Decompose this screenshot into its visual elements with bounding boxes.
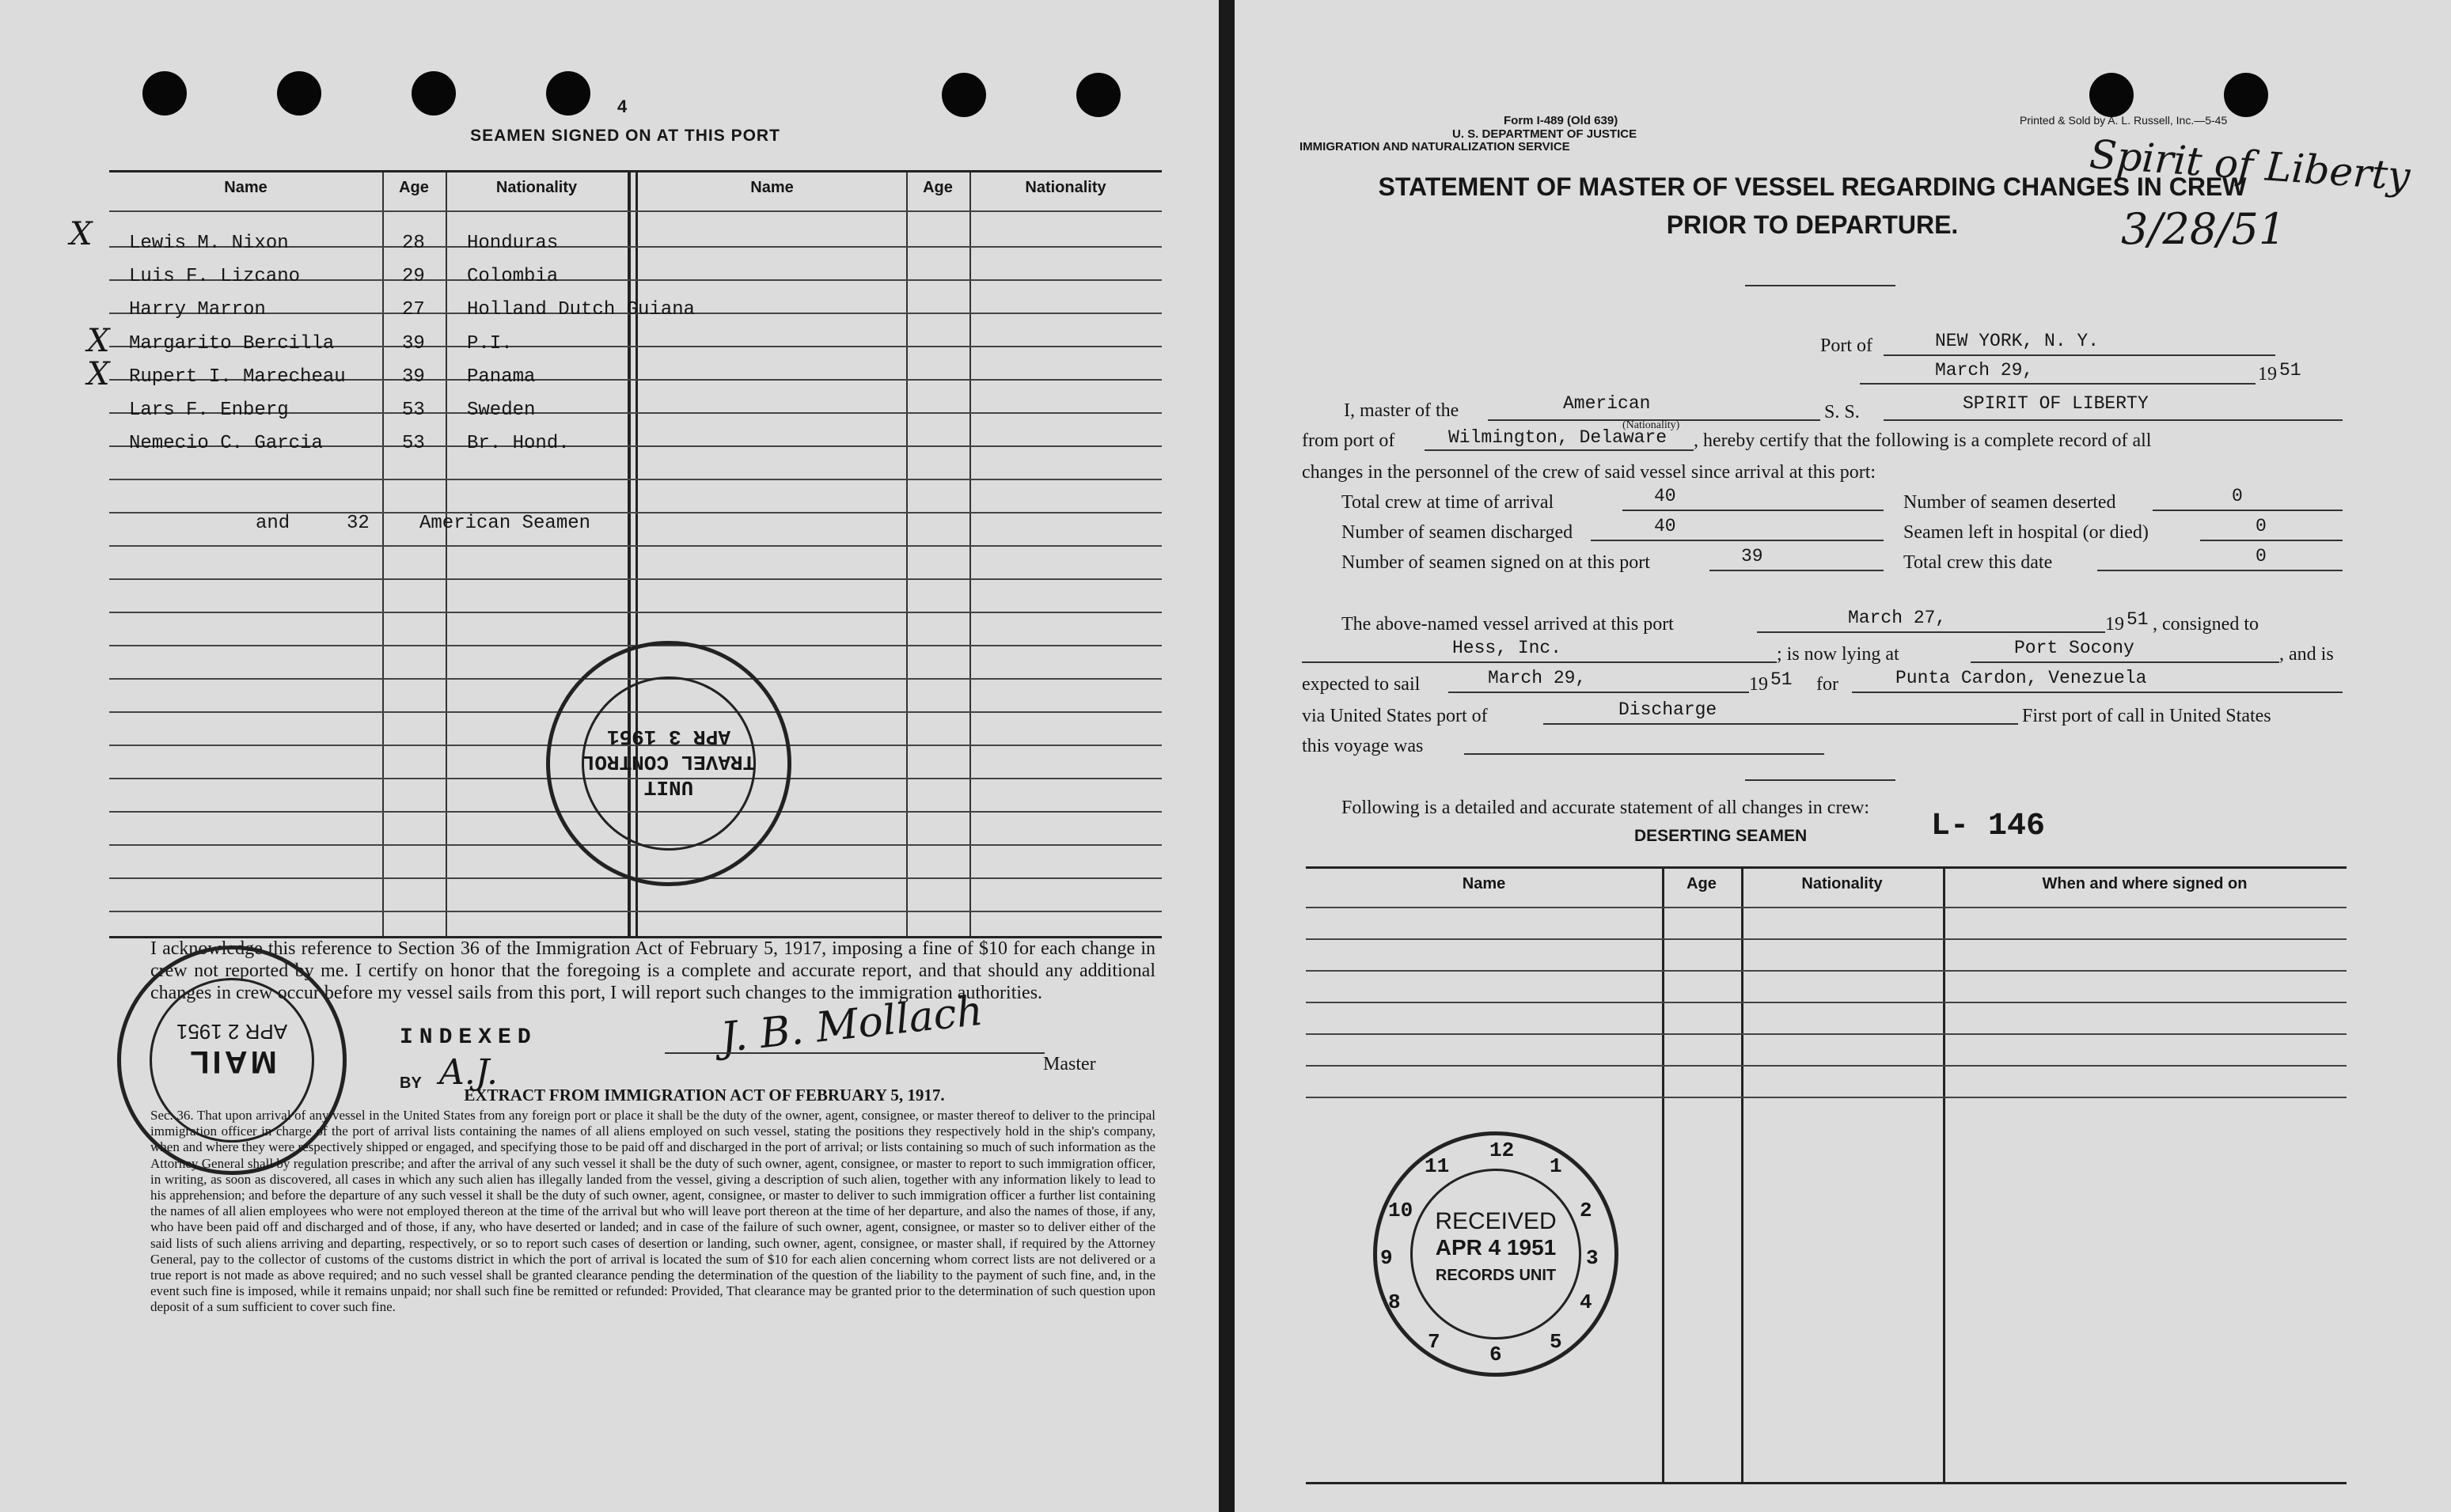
form-title-line1: STATEMENT OF MASTER OF VESSEL REGARDING CHANGES IN CREW <box>1378 172 2247 201</box>
header-rule <box>1306 907 2347 908</box>
section-title: SEAMEN SIGNED ON AT THIS PORT <box>470 127 780 145</box>
field-line <box>1757 631 2105 633</box>
stamp-line: RECEIVED <box>1435 1208 1557 1234</box>
hospital-label: Seamen left in hospital (or died) <box>1903 522 2149 543</box>
row-rule <box>1306 938 2347 940</box>
crew-age: 53 <box>402 433 425 454</box>
crew-name: Luis F. Lizcano <box>129 266 301 287</box>
field-line <box>1884 354 2275 356</box>
crew-nationality: Honduras <box>467 233 559 254</box>
arrived-label: The above-named vessel arrived at this port <box>1341 614 1674 635</box>
this-voyage-label: this voyage was <box>1302 736 1424 756</box>
stamp-line: TRAVEL CONTROL <box>582 750 756 774</box>
field-line <box>1971 661 2279 663</box>
column-divider <box>969 172 971 936</box>
col-name-2: Name <box>750 179 794 196</box>
field-line <box>1543 723 2018 725</box>
stamp-dial-number: 1 <box>1550 1154 1562 1178</box>
deserted-value: 0 <box>2232 486 2243 506</box>
crew-name: Lewis M. Nixon <box>129 233 289 254</box>
col-nationality: Nationality <box>1801 875 1883 892</box>
crew-nationality: Sweden <box>467 400 536 421</box>
sail-date: March 29, <box>1488 668 1587 688</box>
service: IMMIGRATION AND NATURALIZATION SERVICE <box>1299 140 1570 153</box>
arrived-year-prefix: 19 <box>2105 614 2124 635</box>
field-line <box>2097 570 2343 571</box>
col-age-2: Age <box>923 179 953 196</box>
statement-date: March 29, <box>1935 360 2034 381</box>
vessel-name: SPIRIT OF LIBERTY <box>1963 393 2149 414</box>
master-of-label: I, master of the <box>1344 400 1459 421</box>
from-port-label: from port of <box>1302 430 1395 451</box>
col-signed-on: When and where signed on <box>2042 875 2248 892</box>
column-divider <box>1943 869 1945 1482</box>
signature-line <box>665 1052 1045 1054</box>
stamp-line: MAIL <box>187 1044 277 1079</box>
stamp-dial-number: 5 <box>1550 1330 1562 1354</box>
total-crew-arrival-value: 40 <box>1654 486 1676 506</box>
handwritten-date: 3/28/51 <box>2121 204 2286 254</box>
and-is-label: , and is <box>2279 644 2334 665</box>
punch-hole <box>2224 73 2268 117</box>
stamp-dial-number: 10 <box>1388 1199 1413 1222</box>
stamp-dial-number: 8 <box>1388 1290 1401 1314</box>
field-line <box>1448 692 1749 693</box>
master-signature: J. B. Mollach <box>718 987 985 1063</box>
indexed-initials: A.J. <box>439 1052 498 1093</box>
stamp-dial-number: 9 <box>1380 1246 1393 1270</box>
following-label: Following is a detailed and accurate statement of all changes in crew: <box>1341 798 1870 818</box>
for-label: for <box>1816 674 1838 695</box>
field-line <box>1622 510 1884 511</box>
stamp-text <box>1409 1208 1583 1285</box>
expected-label: expected to sail <box>1302 674 1421 695</box>
row-rule <box>1306 1097 2347 1098</box>
stamp-line: UNIT <box>643 775 694 799</box>
master-label: Master <box>1043 1054 1096 1074</box>
by-label: BY <box>400 1074 422 1092</box>
signed-on-label: Number of seamen signed on at this port <box>1341 552 1650 573</box>
column-divider <box>1662 869 1664 1482</box>
crew-name: Nemecio C. Garcia <box>129 433 323 454</box>
port-of-value: NEW YORK, N. Y. <box>1935 331 2100 351</box>
check-mark: X <box>87 356 110 392</box>
col-nationality: Nationality <box>495 179 578 196</box>
punch-hole <box>277 71 321 116</box>
summary-text: American Seamen <box>419 513 591 534</box>
col-name: Name <box>1462 875 1506 892</box>
via-label: via United States port of <box>1302 706 1488 726</box>
stamp-date: APR 4 1951 <box>1435 1235 1557 1260</box>
certify-text-2: changes in the personnel of the crew of said vessel since arrival at this port: <box>1302 462 1876 483</box>
indexed-label: INDEXED <box>400 1025 537 1050</box>
crew-age: 39 <box>402 333 425 354</box>
crew-nationality: P.I. <box>467 333 513 354</box>
crew-age: 53 <box>402 400 425 421</box>
summary-count: 32 <box>347 513 370 534</box>
crew-nationality: Br. Hond. <box>467 433 570 454</box>
stamp-date: APR 3 1951 <box>606 725 731 748</box>
acknowledgement-text: I acknowledge this reference to Section 36 of the Immigration Act of February 5, 1917, imposing a fine of $10 for each change in crew not reported by me. I certify on honor that the foregoing is a complete and accurate report, and that should any additional changes in crew occur before my vessel sails from this port, I will report such changes to the immigration authorities. <box>150 938 1155 1003</box>
header-rule <box>109 210 1162 212</box>
extract-title: EXTRACT FROM IMMIGRATION ACT OF FEBRUARY 5, 1917. <box>464 1086 945 1105</box>
page-number: 4 <box>617 97 628 116</box>
column-divider <box>446 172 447 936</box>
col-nationality-2: Nationality <box>1025 179 1106 196</box>
crew-nationality: Panama <box>467 366 536 388</box>
crew-name: Rupert I. Marecheau <box>129 366 346 388</box>
punch-hole <box>942 73 986 117</box>
crew-nationality: Colombia <box>467 266 559 287</box>
received-stamp <box>1373 1131 1618 1377</box>
discharged-label: Number of seamen discharged <box>1341 522 1573 543</box>
check-mark: X <box>70 216 93 252</box>
crew-name: Lars F. Enberg <box>129 400 289 421</box>
row-rule <box>1306 970 2347 972</box>
col-name: Name <box>224 179 267 196</box>
field-line <box>1425 449 1694 451</box>
left-page <box>0 0 1219 1512</box>
hospital-value: 0 <box>2256 516 2267 536</box>
stamp-dial-number: 3 <box>1586 1246 1599 1270</box>
row-rule <box>109 479 1162 480</box>
field-line <box>1591 540 1884 541</box>
total-crew-date-value: 0 <box>2256 546 2267 567</box>
stamp-dial-number: 12 <box>1489 1139 1515 1162</box>
field-line <box>1709 570 1884 571</box>
nationality-caption: (Nationality) <box>1622 419 1680 431</box>
certify-text: , hereby certify that the following is a complete record of all <box>1694 430 2152 451</box>
consigned-label: , consigned to <box>2153 614 2259 635</box>
department: U. S. DEPARTMENT OF JUSTICE <box>1452 127 1637 141</box>
sail-year-prefix: 19 <box>1749 674 1768 695</box>
file-number: L- 146 <box>1931 809 2046 844</box>
title-rule <box>1745 285 1895 286</box>
destination-value: Punta Cardon, Venezuela <box>1895 668 2147 688</box>
punch-hole <box>2089 73 2134 117</box>
summary-word: and <box>256 513 290 534</box>
field-line <box>1852 692 2343 693</box>
row-rule <box>109 911 1162 912</box>
lying-at-value: Port Socony <box>2014 638 2134 658</box>
crew-age: 29 <box>402 266 425 287</box>
signed-on-value: 39 <box>1741 546 1763 567</box>
ss-label: S. S. <box>1824 402 1860 423</box>
stamp-dial-number: 11 <box>1425 1154 1450 1178</box>
row-rule <box>109 578 1162 580</box>
form-number: Form I-489 (Old 639) <box>1504 114 1618 127</box>
field-line <box>2153 510 2343 511</box>
section-rule <box>1745 779 1895 781</box>
crew-age: 39 <box>402 366 425 388</box>
field-line <box>1860 383 2256 385</box>
printer-note: Printed & Sold by A. L. Russell, Inc.—5-45 <box>2020 114 2228 127</box>
first-port-label: First port of call in United States <box>2022 706 2271 726</box>
stamp-dial-number: 7 <box>1428 1330 1440 1354</box>
extract-text: Sec. 36. That upon arrival of any vessel in the United States from any foreign port or place it shall be the duty of the owner, agent, consignee, or master thereof to deliver to the principal immigration officer in charge of the port of arrival lists containing the names of all aliens employed on such vessel, stating the positions they respectively hold in the ship's company, when and where they were respectively shipped or engaged, and specifying those to be paid off and discharged in the port of arrival; or lists containing so much of such information as the Attorney General shall by regulation prescribe; and after the arrival of any such vessel it shall be the duty of such owner, agent, consignee, or master to report to such immigration officer, in writing, as soon as discovered, all cases in which any such alien has illegally landed from the vessel, giving a description of such alien, together with any information likely to lead to his apprehension; and before the departure of any such vessel it shall be the duty of such owner, agent, consignee, or master to deliver to such immigration officer a further list containing the names of all alien employees who were not employed thereon at the time of the arrival but who will leave port thereon at the time of her departure, and also the names of those, if any, who have been paid off and discharged and of those, if any, who have deserted or landed; and in case of the failure of such owner, agent, consignee, or master so to deliver either of the said lists of such aliens arriving and departing, respectively, or so to report such cases of desertion or landing, such owner, agent, consignee, or master shall, if required by the Attorney General, pay to the collector of customs of the customs district in which the port of arrival is located the sum of $10 for each alien concerning whom correct lists are not delivered or a true report is not made as above required; and no such vessel shall be granted clearance pending the determination of the question of the liability to the payment of such fine, and, in the event such fine is imposed, while it remains unpaid; nor shall such fine be remitted or refunded: Provided, That clearance may be granted prior to the determination of such question upon deposit of a sum sufficient to cover such fine. <box>150 1108 1155 1315</box>
stamp-text <box>145 1019 319 1079</box>
total-crew-arrival-label: Total crew at time of arrival <box>1341 492 1554 513</box>
arrived-date: March 27, <box>1848 608 1947 628</box>
row-rule <box>1306 1033 2347 1035</box>
check-mark: X <box>87 323 110 359</box>
col-age: Age <box>1686 875 1717 892</box>
nationality-value: American <box>1563 393 1651 414</box>
field-line <box>1464 753 1824 755</box>
page-seam <box>1219 0 1235 1512</box>
form-title-line2: PRIOR TO DEPARTURE. <box>1666 210 1959 239</box>
crew-age: 28 <box>402 233 425 254</box>
arrived-year: 51 <box>2127 609 2149 630</box>
deserted-label: Number of seamen deserted <box>1903 492 2116 513</box>
travel-control-stamp <box>546 641 791 886</box>
discharged-value: 40 <box>1654 516 1676 536</box>
punch-hole <box>546 71 590 116</box>
field-line <box>1302 661 1777 663</box>
stamp-date: APR 2 1951 <box>176 1020 288 1044</box>
handwritten-vessel: Spirit of Liberty <box>2088 131 2412 200</box>
stamp-text <box>574 724 764 800</box>
col-age: Age <box>399 179 429 196</box>
punch-hole <box>142 71 187 116</box>
crew-nationality: Holland Dutch Guiana <box>467 299 696 320</box>
column-divider <box>906 172 908 936</box>
via-port-value: Discharge <box>1618 699 1717 720</box>
punch-hole <box>1076 73 1121 117</box>
field-line <box>1884 419 2343 421</box>
punch-hole <box>412 71 456 116</box>
row-rule <box>109 612 1162 613</box>
total-crew-date-label: Total crew this date <box>1903 552 2053 573</box>
stamp-dial-number: 4 <box>1580 1290 1592 1314</box>
stamp-dial-number: 6 <box>1489 1343 1502 1366</box>
field-line <box>2200 540 2343 541</box>
statement-year: 51 <box>2279 360 2301 381</box>
from-port-value: Wilmington, Delaware <box>1448 427 1668 448</box>
row-rule <box>1306 1002 2347 1003</box>
consignee-value: Hess, Inc. <box>1452 638 1562 658</box>
stamp-line: RECORDS UNIT <box>1435 1267 1557 1284</box>
crew-name: Harry Marron <box>129 299 266 320</box>
column-divider <box>1741 869 1743 1482</box>
stamp-dial-number: 2 <box>1580 1199 1592 1222</box>
crew-age: 27 <box>402 299 425 320</box>
row-rule <box>1306 1065 2347 1067</box>
row-rule <box>109 545 1162 547</box>
sail-year: 51 <box>1770 669 1793 690</box>
column-divider <box>382 172 384 936</box>
crew-name: Margarito Bercilla <box>129 333 335 354</box>
deserting-title: DESERTING SEAMEN <box>1634 827 1808 845</box>
year-prefix: 19 <box>2258 364 2277 385</box>
port-of-label: Port of <box>1820 335 1872 356</box>
lying-label: ; is now lying at <box>1777 644 1899 665</box>
